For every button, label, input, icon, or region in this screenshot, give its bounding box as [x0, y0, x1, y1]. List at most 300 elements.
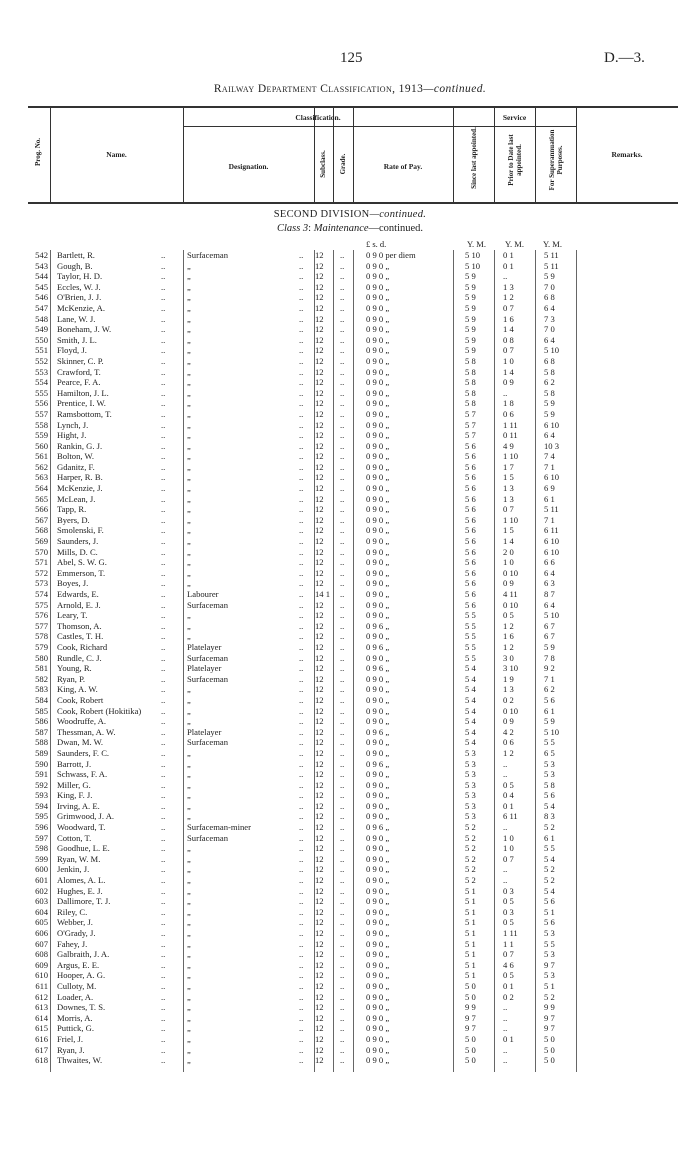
row-prog-no: 608 [35, 949, 48, 960]
leader-dots: .. [161, 292, 166, 303]
row-since-last: 5 9 [465, 281, 476, 292]
row-rate-of-pay: 0 9 0 „ [366, 599, 390, 610]
grade-dots: .. [340, 514, 345, 525]
row-name: McKenzie, J. [57, 483, 103, 494]
header-rate-of-pay: Rate of Pay. [383, 162, 423, 171]
row-prior-to-date: 0 1 [503, 800, 514, 811]
leader-dots: .. [299, 652, 304, 663]
table-row [0, 504, 700, 515]
row-designation: „ [187, 546, 191, 557]
table-row [0, 483, 700, 494]
row-subclass: 12 [315, 832, 324, 843]
leader-dots: .. [299, 663, 304, 674]
row-rate-of-pay: 0 9 0 „ [366, 366, 390, 377]
row-rate-of-pay: 0 9 0 „ [366, 355, 390, 366]
row-prog-no: 595 [35, 811, 48, 822]
row-subclass: 12 [315, 747, 324, 758]
row-superannuation: 5 4 [544, 800, 555, 811]
row-designation: „ [187, 779, 191, 790]
grade-dots: .. [340, 705, 345, 716]
row-prior-to-date: 0 5 [503, 779, 514, 790]
row-superannuation: 5 3 [544, 949, 555, 960]
row-designation: „ [187, 811, 191, 822]
row-rate-of-pay: 0 9 0 „ [366, 281, 390, 292]
leader-dots: .. [299, 853, 304, 864]
grade-dots: .. [340, 1012, 345, 1023]
row-subclass: 12 [315, 440, 324, 451]
row-prog-no: 543 [35, 260, 48, 271]
row-prog-no: 602 [35, 885, 48, 896]
table-row [0, 896, 700, 907]
leader-dots: .. [161, 440, 166, 451]
grade-dots: .. [340, 493, 345, 504]
row-prior-to-date: 0 7 [503, 853, 514, 864]
row-prior-to-date: 0 7 [503, 345, 514, 356]
leader-dots: .. [161, 790, 166, 801]
row-since-last: 5 8 [465, 366, 476, 377]
grade-dots: .. [340, 483, 345, 494]
grade-dots: .. [340, 790, 345, 801]
row-prog-no: 617 [35, 1044, 48, 1055]
row-name: Smith, J. L. [57, 334, 97, 345]
grade-dots: .. [340, 578, 345, 589]
row-superannuation: 6 2 [544, 684, 555, 695]
row-designation: „ [187, 493, 191, 504]
row-since-last: 9 7 [465, 1012, 476, 1023]
row-name: Fahey, J. [57, 938, 88, 949]
row-subclass: 12 [315, 737, 324, 748]
row-prog-no: 576 [35, 610, 48, 621]
row-prog-no: 568 [35, 525, 48, 536]
row-since-last: 5 8 [465, 398, 476, 409]
leader-dots: .. [299, 345, 304, 356]
row-prior-to-date: 4 2 [503, 726, 514, 737]
leader-dots: .. [299, 398, 304, 409]
row-designation: „ [187, 324, 191, 335]
row-since-last: 5 6 [465, 578, 476, 589]
table-row [0, 833, 700, 844]
row-since-last: 5 0 [465, 1055, 476, 1066]
grade-dots: .. [340, 822, 345, 833]
row-subclass: 12 [315, 980, 324, 991]
row-name: Culloty, M. [57, 980, 97, 991]
row-prog-no: 552 [35, 355, 48, 366]
row-prior-to-date: 0 10 [503, 567, 519, 578]
table-row [0, 261, 700, 272]
leader-dots: .. [161, 1023, 166, 1034]
row-superannuation: 5 5 [544, 843, 555, 854]
header-service: Service [502, 113, 527, 122]
row-prog-no: 613 [35, 1002, 48, 1013]
grade-dots: .. [340, 906, 345, 917]
leader-dots: .. [161, 705, 166, 716]
row-prior-to-date: .. [503, 822, 508, 833]
row-name: Eccles, W. J. [57, 281, 101, 292]
grade-dots: .. [340, 747, 345, 758]
row-since-last: 5 6 [465, 440, 476, 451]
row-subclass: 12 [315, 1023, 324, 1034]
row-prior-to-date: .. [503, 271, 508, 282]
grade-dots: .. [340, 366, 345, 377]
row-rate-of-pay: 0 9 0 „ [366, 673, 390, 684]
row-rate-of-pay: 0 9 0 „ [366, 790, 390, 801]
row-designation: Platelayer [187, 663, 222, 674]
table-row [0, 409, 700, 420]
row-prog-no: 603 [35, 896, 48, 907]
header-name: Name. [106, 150, 127, 159]
leader-dots: .. [161, 578, 166, 589]
row-prior-to-date: 0 1 [503, 980, 514, 991]
leader-dots: .. [299, 970, 304, 981]
row-superannuation: 7 0 [544, 324, 555, 335]
row-prior-to-date: 1 10 [503, 514, 519, 525]
row-name: Barrott, J. [57, 758, 92, 769]
row-designation: „ [187, 980, 191, 991]
row-prior-to-date: 1 1 [503, 938, 514, 949]
leader-dots: .. [161, 1033, 166, 1044]
section-title: SECOND DIVISION [273, 209, 370, 220]
page-number: 125 [340, 50, 363, 66]
row-since-last: 9 7 [465, 1023, 476, 1034]
grade-dots: .. [340, 832, 345, 843]
row-superannuation: 7 0 [544, 281, 555, 292]
leader-dots: .. [299, 292, 304, 303]
leader-dots: .. [161, 1055, 166, 1066]
row-rate-of-pay: 0 9 0 „ [366, 970, 390, 981]
row-subclass: 12 [315, 631, 324, 642]
row-superannuation: 6 5 [544, 747, 555, 758]
leader-dots: .. [161, 345, 166, 356]
row-superannuation: 5 6 [544, 896, 555, 907]
row-superannuation: 8 7 [544, 589, 555, 599]
leader-dots: .. [161, 557, 166, 568]
table-row [0, 864, 700, 875]
row-since-last: 5 6 [465, 525, 476, 536]
table-row [0, 631, 700, 642]
header-designation: Designation. [228, 162, 269, 171]
leader-dots: .. [299, 313, 304, 324]
table-row [0, 430, 700, 441]
leader-dots: .. [299, 599, 304, 610]
leader-dots: .. [161, 451, 166, 462]
leader-dots: .. [161, 1002, 166, 1013]
row-prog-no: 592 [35, 779, 48, 790]
leader-dots: .. [161, 694, 166, 705]
row-rate-of-pay: 0 9 0 „ [366, 769, 390, 780]
row-prior-to-date: 0 8 [503, 334, 514, 345]
row-designation: „ [187, 1023, 191, 1034]
row-since-last: 5 7 [465, 430, 476, 441]
table-row [0, 981, 700, 992]
row-prior-to-date: 1 0 [503, 355, 514, 366]
header-superannuation: For Superannuation Purposes. [548, 129, 564, 191]
row-designation: „ [187, 355, 191, 366]
leader-dots: .. [299, 811, 304, 822]
row-prior-to-date: 0 7 [503, 504, 514, 515]
table-row [0, 621, 700, 632]
row-superannuation: 8 3 [544, 811, 555, 822]
row-prog-no: 554 [35, 377, 48, 388]
row-subclass: 12 [315, 345, 324, 356]
leader-dots: .. [299, 525, 304, 536]
leader-dots: .. [161, 313, 166, 324]
row-superannuation: 5 4 [544, 885, 555, 896]
leader-dots: .. [161, 853, 166, 864]
row-rate-of-pay: 0 9 0 „ [366, 1023, 390, 1034]
row-superannuation: 5 3 [544, 970, 555, 981]
leader-dots: .. [161, 461, 166, 472]
row-prior-to-date: 0 9 [503, 716, 514, 727]
row-prior-to-date: 0 4 [503, 790, 514, 801]
row-prog-no: 589 [35, 747, 48, 758]
row-subclass: 12 [315, 430, 324, 441]
row-superannuation: 6 11 [544, 525, 559, 536]
row-subclass: 12 [315, 419, 324, 430]
row-since-last: 5 6 [465, 536, 476, 547]
row-rate-of-pay: 0 9 0 „ [366, 737, 390, 748]
row-prog-no: 573 [35, 578, 48, 589]
leader-dots: .. [161, 652, 166, 663]
row-name: Mills, D. C. [57, 546, 98, 557]
row-subclass: 12 [315, 451, 324, 462]
row-designation: „ [187, 313, 191, 324]
row-rate-of-pay: 0 9 0 „ [366, 1044, 390, 1055]
grade-dots: .. [340, 663, 345, 674]
table-row [0, 292, 700, 303]
row-rate-of-pay: 0 9 0 „ [366, 811, 390, 822]
leader-dots: .. [299, 493, 304, 504]
row-superannuation: 6 10 [544, 472, 560, 483]
table-row [0, 790, 700, 801]
row-rate-of-pay: 0 9 0 „ [366, 536, 390, 547]
leader-dots: .. [299, 408, 304, 419]
leader-dots: .. [299, 822, 304, 833]
grade-dots: .. [340, 525, 345, 536]
row-designation: „ [187, 398, 191, 409]
header-since-last: Since last appointed. [470, 127, 478, 189]
leader-dots: .. [161, 567, 166, 578]
row-subclass: 14 1 [315, 589, 331, 599]
row-subclass: 12 [315, 875, 324, 886]
leader-dots: .. [299, 1055, 304, 1066]
grade-dots: .. [340, 324, 345, 335]
row-subclass: 12 [315, 906, 324, 917]
leader-dots: .. [161, 483, 166, 494]
row-subclass: 12 [315, 557, 324, 568]
row-prog-no: 545 [35, 281, 48, 292]
leader-dots: .. [161, 811, 166, 822]
leader-dots: .. [299, 959, 304, 970]
table-row [0, 706, 700, 717]
row-prog-no: 598 [35, 843, 48, 854]
row-superannuation: 6 2 [544, 377, 555, 388]
row-rate-of-pay: 0 9 0 „ [366, 949, 390, 960]
grade-dots: .. [340, 853, 345, 864]
row-designation: „ [187, 885, 191, 896]
table-row [0, 684, 700, 695]
header-subclass: Subclass. [319, 150, 327, 178]
row-since-last: 5 5 [465, 652, 476, 663]
row-prior-to-date: .. [503, 864, 508, 875]
row-designation: „ [187, 271, 191, 282]
row-name: Thomson, A. [57, 620, 102, 631]
row-designation: „ [187, 917, 191, 928]
row-prior-to-date: .. [503, 758, 508, 769]
table-row [0, 472, 700, 483]
leader-dots: .. [299, 938, 304, 949]
row-designation: „ [187, 620, 191, 631]
row-rate-of-pay: 0 9 0 „ [366, 1002, 390, 1013]
table-row [0, 271, 700, 282]
leader-dots: .. [299, 1002, 304, 1013]
row-subclass: 12 [315, 716, 324, 727]
leader-dots: .. [299, 250, 304, 260]
row-superannuation: 5 9 [544, 641, 555, 652]
row-rate-of-pay: 0 9 0 „ [366, 853, 390, 864]
row-name: Tapp, R. [57, 504, 87, 515]
row-designation: „ [187, 800, 191, 811]
grade-dots: .. [340, 864, 345, 875]
header-classification: Classification. [295, 113, 341, 122]
row-superannuation: 5 10 [544, 345, 560, 356]
leader-dots: .. [299, 504, 304, 515]
row-since-last: 5 2 [465, 832, 476, 843]
leader-dots: .. [299, 684, 304, 695]
row-superannuation: 5 1 [544, 980, 555, 991]
leader-dots: .. [299, 281, 304, 292]
row-prog-no: 591 [35, 769, 48, 780]
row-superannuation: 6 6 [544, 557, 555, 568]
row-name: Thwaites, W. [57, 1055, 103, 1066]
row-superannuation: 7 3 [544, 313, 555, 324]
row-prior-to-date: 4 6 [503, 959, 514, 970]
row-since-last: 5 9 [465, 345, 476, 356]
row-prog-no: 614 [35, 1012, 48, 1023]
row-prior-to-date: 0 10 [503, 599, 519, 610]
row-prog-no: 583 [35, 684, 48, 695]
row-rate-of-pay: 0 9 0 „ [366, 387, 390, 398]
grade-dots: .. [340, 631, 345, 642]
row-subclass: 12 [315, 896, 324, 907]
leader-dots: .. [299, 1023, 304, 1034]
row-since-last: 5 9 [465, 271, 476, 282]
row-prior-to-date: 0 7 [503, 302, 514, 313]
row-since-last: 5 6 [465, 514, 476, 525]
row-since-last: 5 6 [465, 599, 476, 610]
leader-dots: .. [299, 324, 304, 335]
row-rate-of-pay: 0 9 0 „ [366, 705, 390, 716]
header-prog-no: Prog. No. [34, 137, 42, 167]
row-prog-no: 597 [35, 832, 48, 843]
row-subclass: 12 [315, 811, 324, 822]
leader-dots: .. [161, 366, 166, 377]
row-name: Alomes, A. L. [57, 875, 106, 886]
row-since-last: 5 1 [465, 917, 476, 928]
grade-dots: .. [340, 779, 345, 790]
row-rate-of-pay: 0 9 0 „ [366, 800, 390, 811]
table-row [0, 917, 700, 928]
grade-dots: .. [340, 620, 345, 631]
row-prog-no: 577 [35, 620, 48, 631]
row-rate-of-pay: 0 9 0 „ [366, 885, 390, 896]
row-prior-to-date: 3 10 [503, 663, 519, 674]
row-since-last: 5 2 [465, 822, 476, 833]
row-rate-of-pay: 0 9 0 „ [366, 928, 390, 938]
row-since-last: 5 4 [465, 716, 476, 727]
leader-dots: .. [299, 631, 304, 642]
row-prog-no: 615 [35, 1023, 48, 1034]
row-rate-of-pay: 0 9 0 „ [366, 875, 390, 886]
table-row [0, 716, 700, 727]
row-subclass: 12 [315, 885, 324, 896]
row-name: O'Grady, J. [57, 928, 96, 938]
row-designation: „ [187, 610, 191, 621]
row-subclass: 12 [315, 302, 324, 313]
grade-dots: .. [340, 1033, 345, 1044]
row-name: Emmerson, T. [57, 567, 106, 578]
row-since-last: 5 1 [465, 885, 476, 896]
leader-dots: .. [299, 472, 304, 483]
row-designation: „ [187, 334, 191, 345]
table-row [0, 388, 700, 399]
leader-dots: .. [161, 769, 166, 780]
row-superannuation: 6 1 [544, 705, 555, 716]
row-name: Miller, G. [57, 779, 91, 790]
row-since-last: 5 6 [465, 557, 476, 568]
leader-dots: .. [161, 800, 166, 811]
pay-units: £ s. d. [366, 239, 387, 249]
row-prior-to-date: 1 3 [503, 493, 514, 504]
leader-dots: .. [299, 779, 304, 790]
row-since-last: 5 9 [465, 324, 476, 335]
leader-dots: .. [161, 991, 166, 1002]
row-prog-no: 612 [35, 991, 48, 1002]
row-superannuation: 6 9 [544, 483, 555, 494]
row-designation: „ [187, 864, 191, 875]
leader-dots: .. [299, 875, 304, 886]
grade-dots: .. [340, 959, 345, 970]
row-subclass: 12 [315, 1033, 324, 1044]
row-prior-to-date: .. [503, 387, 508, 398]
leader-dots: .. [299, 991, 304, 1002]
row-rate-of-pay: 0 9 0 „ [366, 896, 390, 907]
row-since-last: 5 4 [465, 737, 476, 748]
row-prior-to-date: 1 11 [503, 928, 518, 938]
row-rate-of-pay: 0 9 6 „ [366, 726, 390, 737]
leader-dots: .. [161, 663, 166, 674]
leader-dots: .. [161, 875, 166, 886]
table-header [28, 106, 678, 204]
row-name: Edwards, E. [57, 589, 99, 599]
leader-dots: .. [161, 260, 166, 271]
row-name: Lynch, J. [57, 419, 89, 430]
row-name: Castles, T. H. [57, 631, 104, 642]
leader-dots: .. [161, 673, 166, 684]
row-since-last: 5 8 [465, 387, 476, 398]
row-prior-to-date: 1 6 [503, 631, 514, 642]
grade-dots: .. [340, 811, 345, 822]
row-rate-of-pay: 0 9 0 „ [366, 589, 390, 599]
row-rate-of-pay: 0 9 6 „ [366, 641, 390, 652]
row-prior-to-date: 1 0 [503, 557, 514, 568]
row-prog-no: 596 [35, 822, 48, 833]
row-name: Smolenski, F. [57, 525, 104, 536]
row-rate-of-pay: 0 9 0 „ [366, 440, 390, 451]
grade-dots: .. [340, 917, 345, 928]
row-subclass: 12 [315, 514, 324, 525]
row-prior-to-date: 1 4 [503, 324, 514, 335]
row-designation: „ [187, 853, 191, 864]
